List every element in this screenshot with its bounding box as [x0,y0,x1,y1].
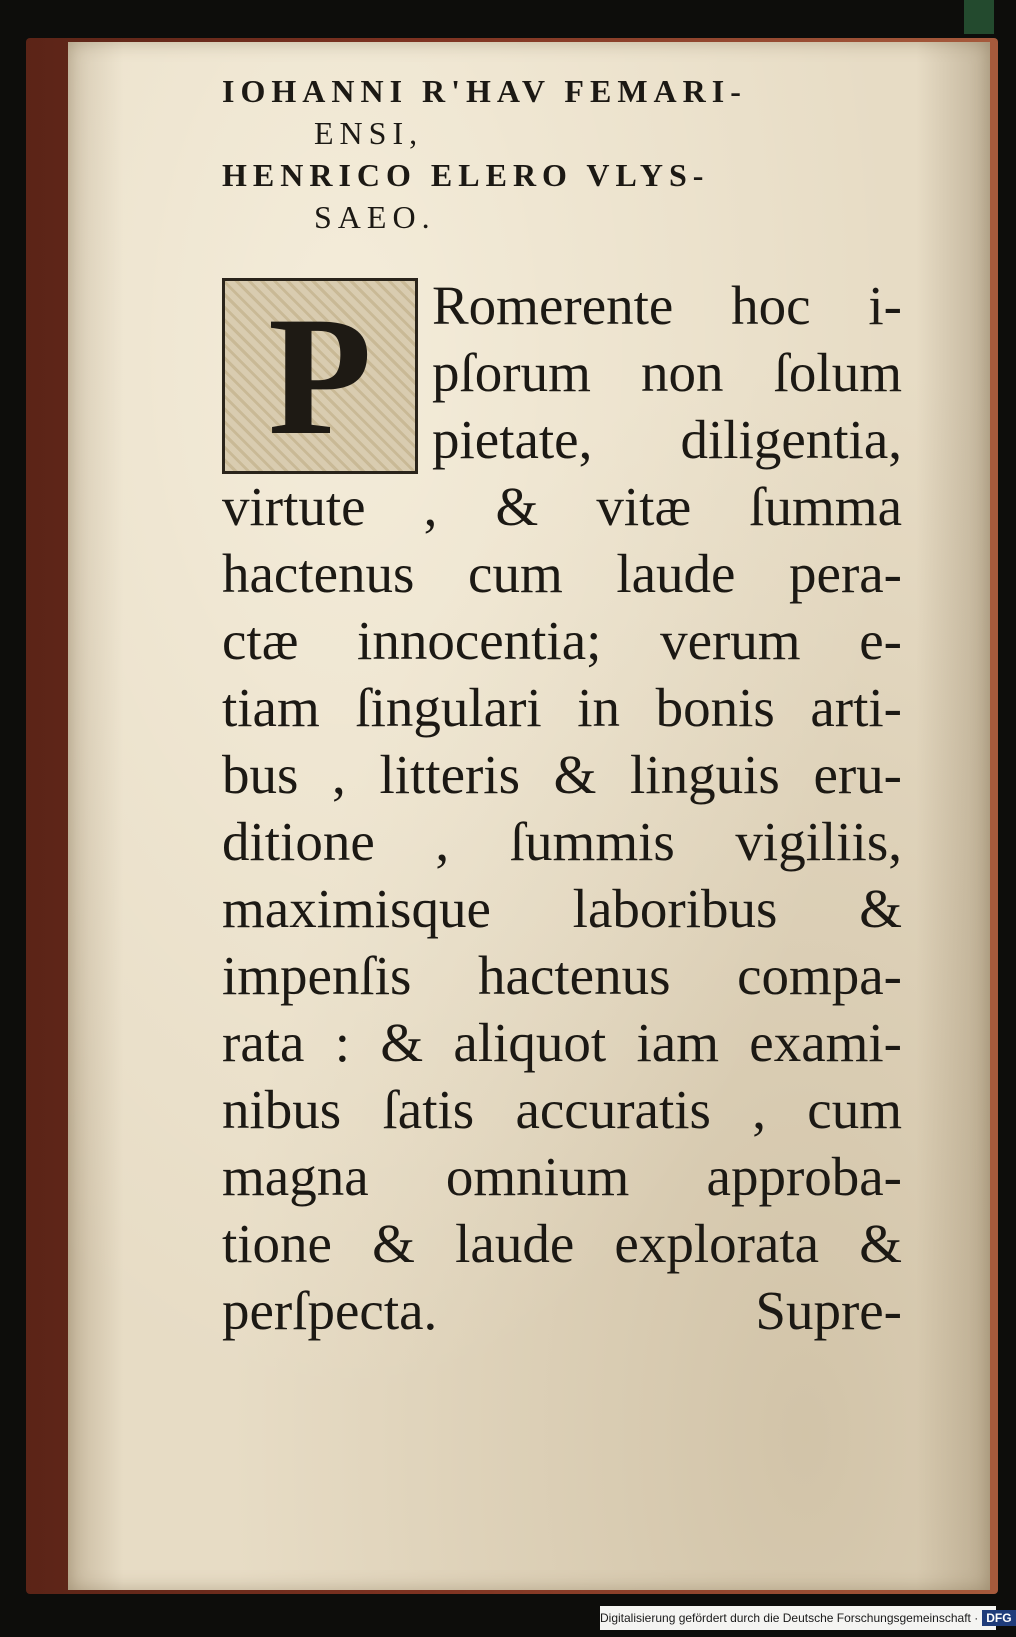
body-line-13: nibus ſatis accuratis , cum [222,1079,902,1140]
body-line-12: rata : & aliquot iam exami- [222,1012,902,1073]
heading-line-2: ENSI, [314,115,424,151]
catchword: Supre- [755,1280,902,1341]
body-line-11: impenſis hactenus compa- [222,945,902,1006]
heading-line-4: SAEO. [314,199,436,235]
footer-text: Digitalisierung gefördert durch die Deutsche Forschungsgemeinschaft · [600,1611,979,1625]
last-line-text: perſpecta. [222,1280,438,1341]
body-line-2: pſorum non ſolum [432,342,902,403]
heading-line-3: HENRICO ELERO VLYS- [222,157,710,193]
bookmark-ribbon [964,0,994,34]
body-text [222,272,902,1344]
dfg-logo: DFG [982,1610,1015,1626]
body-line-15: tione & laude explorata & [222,1213,902,1274]
body-line-last [222,1277,902,1344]
heading-line-1: IOHANNI R'HAV FEMARI- [222,73,747,109]
body-line-9: ditione , ſummis vigiliis, [222,811,902,872]
body-line-8: bus , litteris & linguis eru- [222,744,902,805]
initial-letter: P [268,282,372,470]
body-line-7: tiam ſingulari in bonis arti- [222,677,902,738]
decorated-initial [222,278,418,474]
digitization-footer [600,1606,1012,1630]
body-line-4: virtute , & vitæ ſumma [222,476,902,537]
body-line-14: magna omnium approba- [222,1146,902,1207]
body-line-6: ctæ innocentia; verum e- [222,610,902,671]
page-text [222,70,902,1344]
body-line-3: pietate, diligentia, [432,409,902,470]
body-line-5: hactenus cum laude pera- [222,543,902,604]
body-line-1: Romerente hoc i- [432,275,902,336]
body-line-10: maximisque laboribus & [222,878,902,939]
